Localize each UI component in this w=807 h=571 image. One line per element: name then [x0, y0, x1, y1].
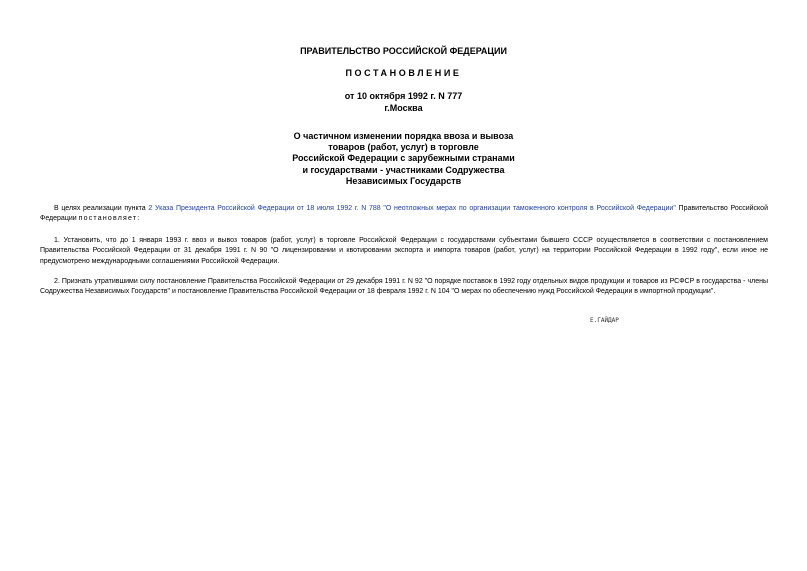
document-type: ПОСТАНОВЛЕНИЕ [345, 68, 462, 78]
document-subject [0, 131, 807, 187]
preamble-prefix: В целях реализации пункта [54, 205, 149, 212]
subject-line: Независимых Государств [345, 175, 462, 186]
clause-1-text: 1. Установить, что до 1 января 1993 г. ввоз и вывоз товаров (работ, услуг) в торговле Российской Федерации с государствами субъектами бывшего СССР осуществляется в соответствии с постановлением Правительства Российской Федерации от 31 декабря 1991 г. N 90 "О лицензировании и квотировании экспорта и импорта товаров (работ, услуг) на территории Российской Федерации в 1992 году", если иное не предусмотрено международными соглашениями Российской Федерации. [40, 237, 768, 265]
link-decree-788-title[interactable]: "О неотложных мерах по организации таможенного контроля в Российской Федерации" [383, 205, 676, 212]
clause-1-paragraph [40, 236, 768, 267]
clause-2-text: 2. Признать утратившими силу постановление Правительства Российской Федерации от 29 декабря 1991 г. N 92 "О порядке поставок в 1992 году отдельных видов продукции и товаров из РСФСР в государства - члены Содружества Независимых Государств" и постановление Правительства Российской Федерации от 18 февраля 1992 г. N 104 "О мерах по обеспечению нужд Российской Федерации в импортной продукции". [40, 278, 768, 296]
signature: Е.ГАЙДАР [590, 317, 619, 324]
preamble-suffix: Правительство Российской Федерации [40, 205, 768, 223]
subject-line: Российской Федерации с зарубежными странами [292, 153, 515, 164]
link-point-2[interactable]: 2 [148, 205, 153, 212]
decree-word: постановляет: [78, 215, 141, 223]
subject-line: товаров (работ, услуг) в торговле [328, 142, 479, 153]
preamble-paragraph [40, 204, 768, 225]
government-title: ПРАВИТЕЛЬСТВО РОССИЙСКОЙ ФЕДЕРАЦИИ [300, 46, 507, 56]
document-date-block [0, 90, 807, 114]
clause-2-paragraph [40, 277, 768, 298]
document-date-number: от 10 октября 1992 г. N 777 [344, 91, 463, 101]
document-city: г.Москва [384, 103, 423, 113]
link-decree-788[interactable]: Указа Президента Российской Федерации от 18 июля 1992 г. N 788 [154, 205, 381, 212]
subject-line: и государствами - участниками Содружества [302, 164, 505, 175]
subject-line: О частичном изменении порядка ввоза и вывоза [293, 131, 514, 141]
